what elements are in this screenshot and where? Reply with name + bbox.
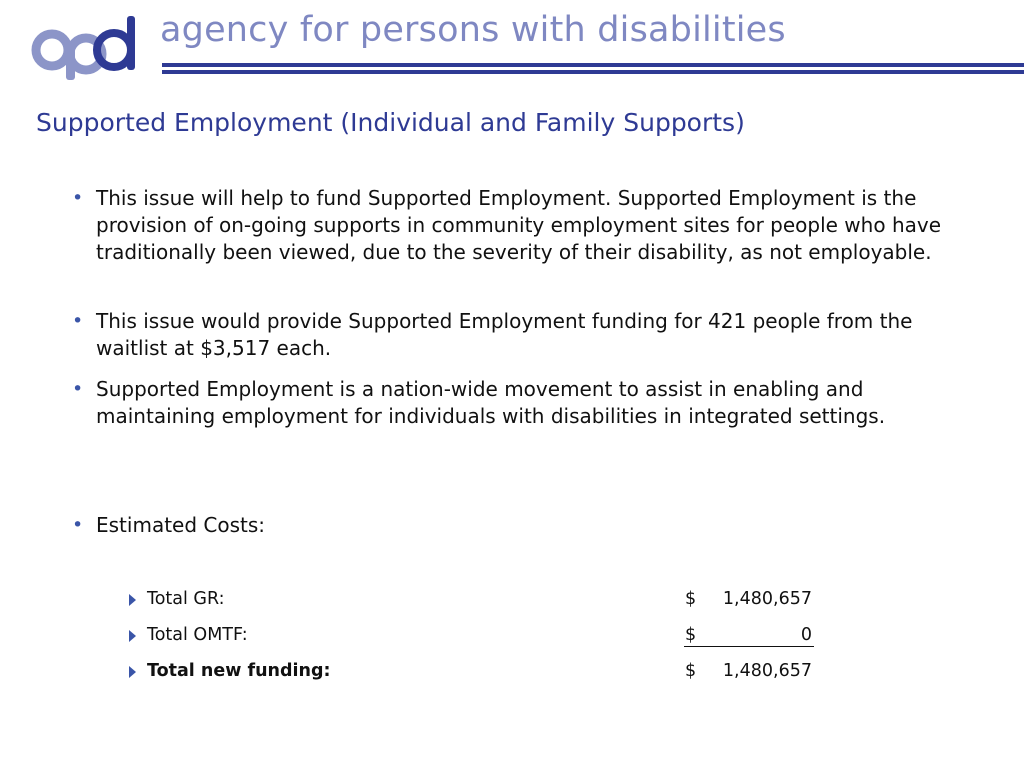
amount-value: 1,480,657 bbox=[722, 589, 812, 609]
round-bullet-icon: • bbox=[72, 310, 84, 332]
bullet-text: Estimated Costs: bbox=[96, 513, 266, 537]
bullet-text: Supported Employment is a nation-wide movement to assist in enabling and maintaining employment for individuals with disabilities in integrated settings. bbox=[96, 377, 886, 428]
currency-symbol: $ bbox=[685, 589, 697, 609]
cost-row-total-gr bbox=[128, 589, 828, 613]
bullet-text: This issue would provide Supported Employment funding for 421 people from the waitlist at $3,517 each. bbox=[96, 309, 913, 360]
header-rule-bottom bbox=[162, 70, 1024, 74]
cost-label: Total OMTF: bbox=[147, 625, 248, 645]
bullet-item bbox=[72, 376, 972, 430]
amount-value: 1,480,657 bbox=[722, 661, 812, 681]
cost-row-total-new-funding bbox=[128, 661, 828, 685]
amount-value: 0 bbox=[800, 625, 812, 645]
cost-row-total-omtf bbox=[128, 625, 828, 649]
bullet-text: This issue will help to fund Supported Employment. Supported Employment is the provision of on-going supports in community employment sites for people who have traditionally been viewed, due to the severity of their disability, as not employable. bbox=[96, 186, 942, 264]
triangle-right-icon bbox=[128, 629, 137, 643]
cost-amount bbox=[684, 625, 814, 647]
slide-title: Supported Employment (Individual and Family Supports) bbox=[36, 108, 745, 137]
header-rule-top bbox=[162, 63, 1024, 67]
bullet-item bbox=[72, 512, 972, 539]
triangle-right-icon bbox=[128, 665, 137, 679]
round-bullet-icon: • bbox=[72, 514, 84, 536]
cost-label: Total GR: bbox=[147, 589, 225, 609]
apd-logo bbox=[30, 12, 140, 84]
currency-symbol: $ bbox=[685, 661, 697, 681]
bullet-item bbox=[72, 308, 972, 362]
cost-label: Total new funding: bbox=[147, 661, 331, 681]
round-bullet-icon: • bbox=[72, 187, 84, 209]
currency-symbol: $ bbox=[685, 625, 697, 645]
bullet-item bbox=[72, 185, 972, 266]
round-bullet-icon: • bbox=[72, 378, 84, 400]
agency-name: agency for persons with disabilities bbox=[160, 10, 786, 50]
triangle-right-icon bbox=[128, 593, 137, 607]
